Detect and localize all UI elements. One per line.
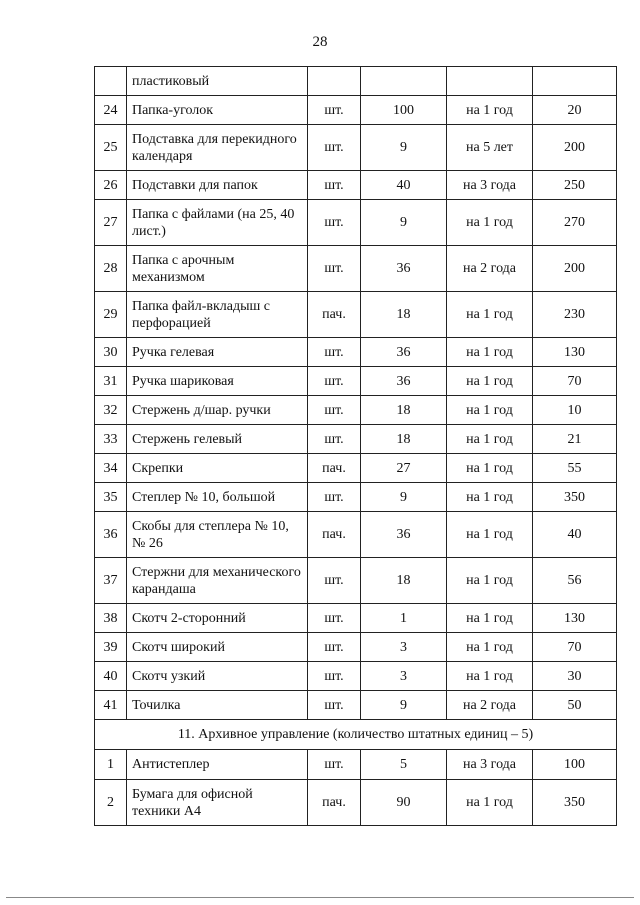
item-unit: шт. bbox=[308, 200, 361, 246]
item-name: Скотч 2-сторонний bbox=[127, 604, 308, 633]
item-unit: шт. bbox=[308, 633, 361, 662]
table-row bbox=[95, 125, 617, 171]
item-quantity: 9 bbox=[361, 125, 447, 171]
item-quantity: 3 bbox=[361, 662, 447, 691]
item-quantity bbox=[361, 67, 447, 96]
table-row bbox=[95, 512, 617, 558]
item-unit: шт. bbox=[308, 246, 361, 292]
item-unit: шт. bbox=[308, 367, 361, 396]
table-row bbox=[95, 633, 617, 662]
table-row bbox=[95, 292, 617, 338]
item-price: 350 bbox=[533, 483, 617, 512]
item-term: на 1 год bbox=[447, 425, 533, 454]
item-name: Ручка гелевая bbox=[127, 338, 308, 367]
row-number: 41 bbox=[95, 691, 127, 720]
item-price: 130 bbox=[533, 604, 617, 633]
item-price: 56 bbox=[533, 558, 617, 604]
item-quantity: 1 bbox=[361, 604, 447, 633]
item-name: Стержень д/шар. ручки bbox=[127, 396, 308, 425]
item-unit: пач. bbox=[308, 454, 361, 483]
item-price: 200 bbox=[533, 125, 617, 171]
item-quantity: 18 bbox=[361, 425, 447, 454]
item-term: на 1 год bbox=[447, 780, 533, 826]
item-price: 55 bbox=[533, 454, 617, 483]
item-price: 30 bbox=[533, 662, 617, 691]
row-number: 28 bbox=[95, 246, 127, 292]
item-term: на 1 год bbox=[447, 396, 533, 425]
item-term: на 1 год bbox=[447, 558, 533, 604]
row-number: 26 bbox=[95, 171, 127, 200]
item-quantity: 36 bbox=[361, 367, 447, 396]
item-unit: шт. bbox=[308, 338, 361, 367]
row-number: 36 bbox=[95, 512, 127, 558]
item-term: на 1 год bbox=[447, 338, 533, 367]
table-row bbox=[95, 750, 617, 780]
item-price: 100 bbox=[533, 750, 617, 780]
row-number: 31 bbox=[95, 367, 127, 396]
table-row bbox=[95, 396, 617, 425]
item-name: Точилка bbox=[127, 691, 308, 720]
section-row bbox=[95, 720, 617, 750]
item-quantity: 36 bbox=[361, 246, 447, 292]
row-number: 40 bbox=[95, 662, 127, 691]
item-unit: шт. bbox=[308, 483, 361, 512]
table-row bbox=[95, 367, 617, 396]
table-row bbox=[95, 425, 617, 454]
row-number: 32 bbox=[95, 396, 127, 425]
item-term: на 1 год bbox=[447, 633, 533, 662]
row-number: 33 bbox=[95, 425, 127, 454]
item-price: 21 bbox=[533, 425, 617, 454]
row-number: 2 bbox=[95, 780, 127, 826]
item-term: на 1 год bbox=[447, 96, 533, 125]
item-term: на 5 лет bbox=[447, 125, 533, 171]
table-row bbox=[95, 691, 617, 720]
table-row bbox=[95, 67, 617, 96]
item-unit: пач. bbox=[308, 512, 361, 558]
row-number: 27 bbox=[95, 200, 127, 246]
item-quantity: 27 bbox=[361, 454, 447, 483]
item-term: на 1 год bbox=[447, 292, 533, 338]
item-unit: шт. bbox=[308, 662, 361, 691]
item-name: Подставки для папок bbox=[127, 171, 308, 200]
item-price: 130 bbox=[533, 338, 617, 367]
row-number: 1 bbox=[95, 750, 127, 780]
item-term: на 3 года bbox=[447, 750, 533, 780]
item-unit: пач. bbox=[308, 292, 361, 338]
row-number: 37 bbox=[95, 558, 127, 604]
item-unit: шт. bbox=[308, 171, 361, 200]
item-quantity: 9 bbox=[361, 691, 447, 720]
item-quantity: 9 bbox=[361, 483, 447, 512]
item-unit bbox=[308, 67, 361, 96]
supplies-table bbox=[94, 66, 617, 826]
item-quantity: 90 bbox=[361, 780, 447, 826]
item-price: 20 bbox=[533, 96, 617, 125]
item-price: 70 bbox=[533, 633, 617, 662]
item-name: Скрепки bbox=[127, 454, 308, 483]
item-term: на 1 год bbox=[447, 367, 533, 396]
item-unit: шт. bbox=[308, 750, 361, 780]
page-number: 28 bbox=[312, 34, 328, 50]
table-body bbox=[95, 67, 617, 826]
item-unit: шт. bbox=[308, 425, 361, 454]
item-name: Антистеплер bbox=[127, 750, 308, 780]
row-number: 34 bbox=[95, 454, 127, 483]
table-row bbox=[95, 200, 617, 246]
table-row bbox=[95, 454, 617, 483]
row-number: 25 bbox=[95, 125, 127, 171]
item-name: Скобы для степлера № 10, № 26 bbox=[127, 512, 308, 558]
item-unit: шт. bbox=[308, 691, 361, 720]
row-number: 39 bbox=[95, 633, 127, 662]
item-price: 50 bbox=[533, 691, 617, 720]
table-row bbox=[95, 780, 617, 826]
item-quantity: 3 bbox=[361, 633, 447, 662]
item-term: на 1 год bbox=[447, 483, 533, 512]
item-name: пластиковый bbox=[127, 67, 308, 96]
item-quantity: 9 bbox=[361, 200, 447, 246]
item-quantity: 36 bbox=[361, 338, 447, 367]
item-name: Ручка шариковая bbox=[127, 367, 308, 396]
item-unit: шт. bbox=[308, 396, 361, 425]
table-row bbox=[95, 171, 617, 200]
item-quantity: 5 bbox=[361, 750, 447, 780]
item-price: 40 bbox=[533, 512, 617, 558]
item-term: на 1 год bbox=[447, 454, 533, 483]
item-unit: шт. bbox=[308, 604, 361, 633]
item-name: Стержень гелевый bbox=[127, 425, 308, 454]
item-price bbox=[533, 67, 617, 96]
page-bottom-rule bbox=[6, 897, 634, 898]
item-term: на 2 года bbox=[447, 246, 533, 292]
item-price: 270 bbox=[533, 200, 617, 246]
table-row bbox=[95, 338, 617, 367]
item-price: 10 bbox=[533, 396, 617, 425]
row-number: 38 bbox=[95, 604, 127, 633]
item-quantity: 100 bbox=[361, 96, 447, 125]
item-term: на 3 года bbox=[447, 171, 533, 200]
item-price: 350 bbox=[533, 780, 617, 826]
item-name: Скотч узкий bbox=[127, 662, 308, 691]
item-name: Стержни для механического карандаша bbox=[127, 558, 308, 604]
table-row bbox=[95, 246, 617, 292]
table-row bbox=[95, 662, 617, 691]
row-number bbox=[95, 67, 127, 96]
item-unit: пач. bbox=[308, 780, 361, 826]
item-price: 200 bbox=[533, 246, 617, 292]
item-quantity: 18 bbox=[361, 558, 447, 604]
item-name: Скотч широкий bbox=[127, 633, 308, 662]
table-row bbox=[95, 96, 617, 125]
item-name: Папка с арочным механизмом bbox=[127, 246, 308, 292]
item-quantity: 40 bbox=[361, 171, 447, 200]
row-number: 24 bbox=[95, 96, 127, 125]
row-number: 29 bbox=[95, 292, 127, 338]
item-price: 70 bbox=[533, 367, 617, 396]
table-row bbox=[95, 558, 617, 604]
item-term: на 2 года bbox=[447, 691, 533, 720]
item-name: Бумага для офисной техники А4 bbox=[127, 780, 308, 826]
item-quantity: 18 bbox=[361, 396, 447, 425]
item-price: 250 bbox=[533, 171, 617, 200]
item-term: на 1 год bbox=[447, 512, 533, 558]
item-name: Папка с файлами (на 25, 40 лист.) bbox=[127, 200, 308, 246]
item-term: на 1 год bbox=[447, 200, 533, 246]
table-row bbox=[95, 604, 617, 633]
item-unit: шт. bbox=[308, 96, 361, 125]
section-heading: 11. Архивное управление (количество штатных единиц – 5) bbox=[95, 720, 617, 750]
table-row bbox=[95, 483, 617, 512]
item-name: Степлер № 10, большой bbox=[127, 483, 308, 512]
item-name: Папка файл-вкладыш с перфорацией bbox=[127, 292, 308, 338]
item-term: на 1 год bbox=[447, 604, 533, 633]
item-name: Подставка для перекидного календаря bbox=[127, 125, 308, 171]
item-quantity: 18 bbox=[361, 292, 447, 338]
item-unit: шт. bbox=[308, 125, 361, 171]
row-number: 30 bbox=[95, 338, 127, 367]
item-term: на 1 год bbox=[447, 662, 533, 691]
item-price: 230 bbox=[533, 292, 617, 338]
item-term bbox=[447, 67, 533, 96]
row-number: 35 bbox=[95, 483, 127, 512]
item-name: Папка-уголок bbox=[127, 96, 308, 125]
item-unit: шт. bbox=[308, 558, 361, 604]
item-quantity: 36 bbox=[361, 512, 447, 558]
